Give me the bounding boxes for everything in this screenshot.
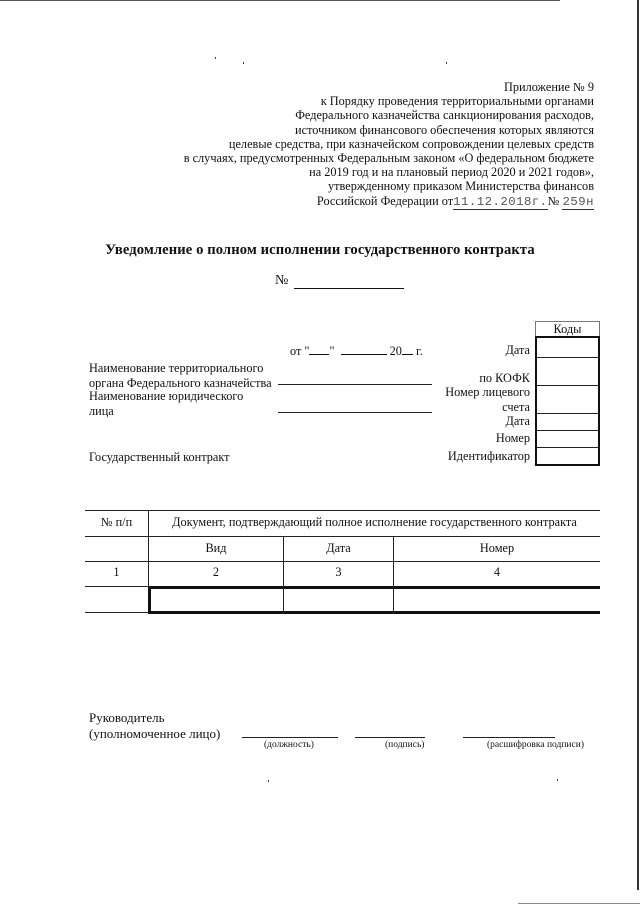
- col-header-date: Дата: [326, 541, 351, 555]
- code-label-line: счета: [502, 399, 530, 414]
- col-header-row-number: № п/п: [100, 515, 133, 529]
- notice-number-row: [275, 273, 404, 289]
- code-label-contract-date: Дата: [505, 414, 530, 428]
- code-label-line: Номер лицевого: [445, 385, 530, 399]
- field-label-line: органа Федерального казначейства: [89, 375, 272, 390]
- appendix-line: источником финансового обеспечения которых являются: [295, 122, 594, 137]
- col-header-number: Номер: [479, 541, 515, 555]
- field-label-line: Наименование юридического: [89, 389, 244, 403]
- order-number: 259н: [562, 194, 594, 209]
- code-cell-date[interactable]: [537, 338, 598, 358]
- code-cell-kofk[interactable]: [537, 358, 598, 386]
- date-suffix: г.: [416, 344, 423, 358]
- caption-signature: (подпись): [385, 740, 425, 750]
- table-cell-row-number[interactable]: [85, 592, 148, 610]
- scan-edge-top: [0, 0, 560, 1]
- col-group-header: Документ, подтверждающий полное исполнение государственного контракта: [172, 515, 577, 529]
- field-label-state-contract: [89, 450, 230, 465]
- date-year-prefix: 20: [389, 344, 402, 358]
- col-number: 4: [493, 565, 501, 579]
- table-cell-doc-type[interactable]: [152, 592, 283, 610]
- signatory-role: [89, 710, 220, 741]
- appendix-line: на 2019 год и на плановый период 2020 и 2021 годов»,: [309, 165, 594, 180]
- code-label-kofk: по КОФК: [479, 371, 530, 385]
- document-table: [85, 510, 600, 614]
- field-label-legal-entity: [89, 389, 243, 418]
- col-header-type: Вид: [205, 541, 227, 555]
- order-number-label: №: [547, 193, 560, 208]
- table-rule: [148, 536, 600, 537]
- table-rule-thick: [148, 611, 600, 614]
- appendix-line: утвержденному приказом Министерства финансов: [328, 179, 594, 194]
- scan-speck: [268, 780, 269, 782]
- codes-box: [535, 336, 600, 466]
- code-label-contract-number: Номер: [495, 431, 530, 445]
- appendix-order-prefix: Российской Федерации от: [316, 193, 454, 208]
- table-col-rule-thick: [148, 587, 151, 614]
- name-signature-field[interactable]: [463, 737, 555, 738]
- appendix-line: к Порядку проведения территориальными органами: [320, 94, 594, 109]
- table-rule: [85, 612, 148, 613]
- appendix-line: в случаях, предусмотренных Федеральным законом «О федеральном бюджете: [183, 151, 594, 166]
- codes-heading: Коды: [535, 321, 600, 337]
- notice-number-field[interactable]: [294, 275, 404, 289]
- scan-edge-bottom: [518, 903, 640, 904]
- appendix-line: Приложение № 9: [503, 80, 594, 94]
- table-rule: [85, 561, 600, 562]
- position-signature-field[interactable]: [242, 737, 338, 738]
- table-rule: [85, 586, 148, 587]
- table-rule: [85, 536, 148, 537]
- scan-speck: [243, 62, 244, 64]
- caption-position: (должность): [264, 740, 314, 750]
- date-day-field[interactable]: [309, 343, 329, 355]
- notice-number-label: №: [275, 273, 289, 288]
- appendix-line: Федерального казначейства санкционирования расходов,: [295, 108, 594, 123]
- table-cell-doc-number[interactable]: [394, 592, 600, 610]
- col-number: 2: [212, 565, 220, 579]
- table-rule: [85, 510, 600, 511]
- code-cell-account[interactable]: [537, 386, 598, 414]
- signature-field[interactable]: [355, 737, 425, 738]
- signatory-role-line: (уполномоченное лицо): [89, 725, 221, 741]
- code-cell-contract-number[interactable]: [537, 431, 598, 448]
- scan-edge-right: [637, 0, 639, 890]
- scan-speck: [215, 57, 216, 59]
- code-label-identifier: Идентификатор: [447, 449, 530, 463]
- appendix-order-line: [184, 194, 594, 209]
- field-label-line: Наименование территориального: [89, 361, 264, 375]
- order-date: 11.12.2018г.: [453, 194, 548, 209]
- field-label-line: Государственный контракт: [89, 450, 230, 464]
- code-cell-identifier[interactable]: [537, 448, 598, 464]
- signatory-role-line: Руководитель: [89, 710, 165, 725]
- field-label-treasury-body: [89, 361, 272, 390]
- date-quote-close: ": [329, 344, 335, 358]
- col-number: 3: [335, 565, 342, 579]
- date-prefix: от ": [290, 344, 310, 358]
- code-cell-contract-date[interactable]: [537, 414, 598, 431]
- caption-name: (расшифровка подписи): [487, 740, 584, 750]
- table-rule-thick: [148, 586, 600, 589]
- document-title: Уведомление о полном исполнении государственного контракта: [105, 242, 535, 258]
- table-cell-doc-date[interactable]: [284, 592, 393, 610]
- field-label-line: лица: [89, 403, 114, 418]
- scan-speck: [446, 62, 447, 64]
- appendix-line: целевые средства, при казначейском сопровождении целевых средств: [228, 136, 594, 151]
- code-label-date: Дата: [505, 343, 530, 357]
- code-label-account: [380, 385, 530, 414]
- scan-speck: [557, 779, 558, 781]
- col-number: 1: [113, 565, 120, 579]
- appendix-header: [184, 80, 594, 209]
